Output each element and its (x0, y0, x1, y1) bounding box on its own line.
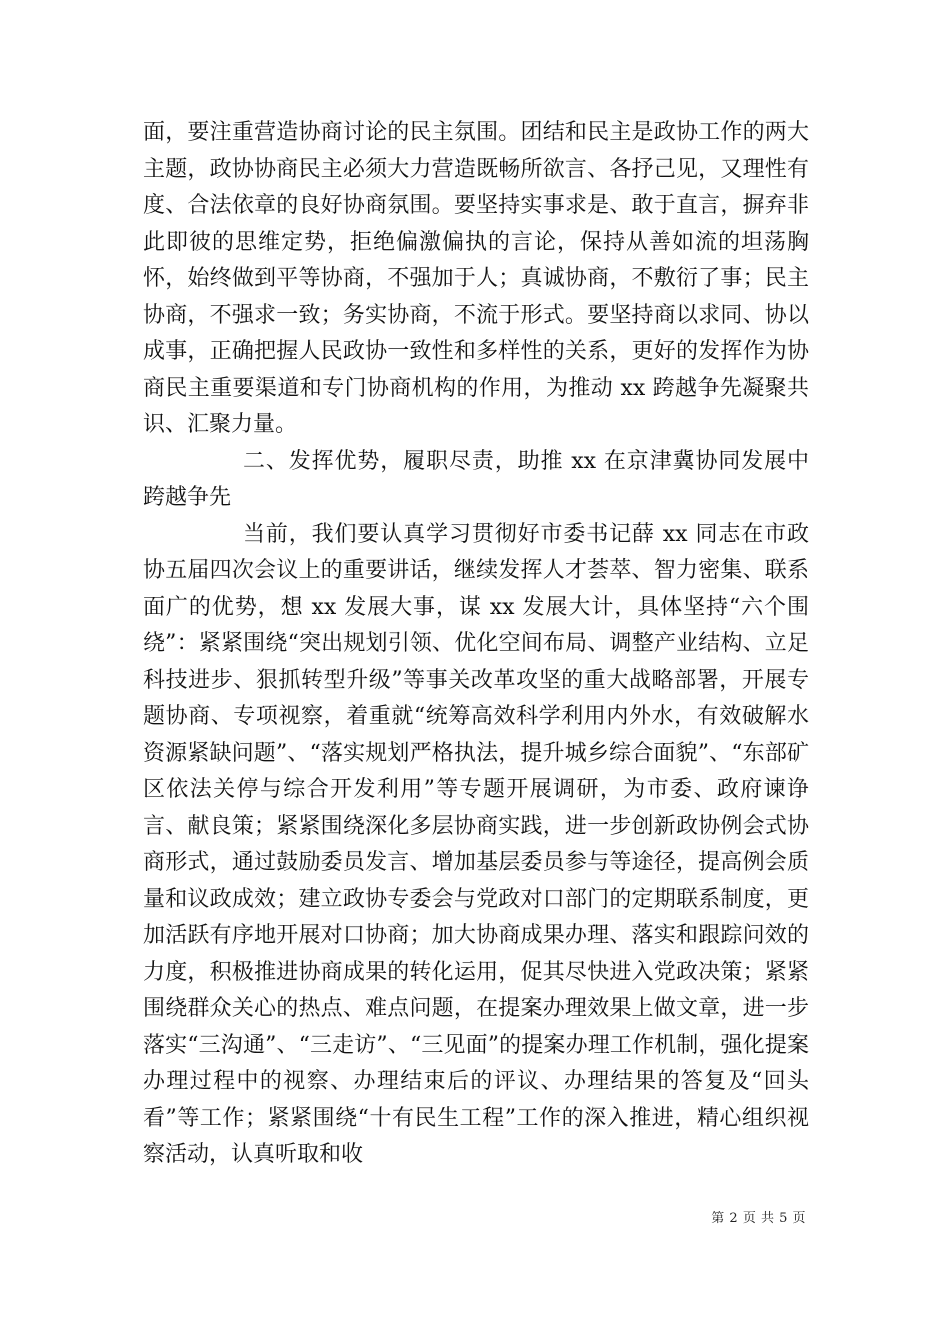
paragraph: 当前，我们要认真学习贯彻好市委书记薛 xx 同志在市政协五届四次会议上的重要讲话，继续发挥人才荟萃、智力密集、联系面广的优势，想 xx 发展大事，谋 xx 发展大计，具体坚持“六个围绕”：紧紧围绕“突出规划引领、优化空间布局、调整产业结构、立足科技进步、狠抓转型升级”等事关改革攻坚的重大战略部署，开展专题协商、专项视察，着重就“统筹高效科学利用内外水，有效破解水资源紧缺问题”、“落实规划严格执法，提升城乡综合面貌”、“东部矿区依法关停与综合开发利用”等专题开展调研，为市委、政府谏诤言、献良策；紧紧围绕深化多层协商实践，进一步创新政协例会式协商形式，通过鼓励委员发言、增加基层委员参与等途径，提高例会质量和议政成效；建立政协专委会与党政对口部门的定期联系制度，更加活跃有序地开展对口协商；加大协商成果办理、落实和跟踪问效的力度，积极推进协商成果的转化运用，促其尽快进入党政决策；紧紧围绕群众关心的热点、难点问题，在提案办理效果上做文章，进一步落实“三沟通”、“三走访”、“三见面”的提案办理工作机制，强化提案办理过程中的视察、办理结束后的评议、办理结果的答复及“回头看”等工作；紧紧围绕“十有民生工程”工作的深入推进，精心组织视察活动，认真听取和收 (143, 521, 809, 1167)
section-heading: 二、发挥优势，履职尽责，助推 xx 在京津冀协同发展中跨越争先 (143, 448, 809, 510)
page-number: 第 2 页 共 5 页 (711, 1211, 806, 1226)
body-text (143, 115, 809, 1174)
paragraph-continued: 面，要注重营造协商讨论的民主氛围。团结和民主是政协工作的两大主题，政协协商民主必须大力营造既畅所欲言、各抒己见，又理性有度、合法依章的良好协商氛围。要坚持实事求是、敢于直言，摒弃非此即彼的思维定势，拒绝偏激偏执的言论，保持从善如流的坦荡胸怀，始终做到平等协商，不强加于人；真诚协商，不敷衍了事；民主协商，不强求一致；务实协商，不流于形式。要坚持商以求同、协以成事，正确把握人民政协一致性和多样性的关系，更好的发挥作为协商民主重要渠道和专门协商机构的作用，为推动 xx 跨越争先凝聚共识、汇聚力量。 (143, 120, 809, 437)
